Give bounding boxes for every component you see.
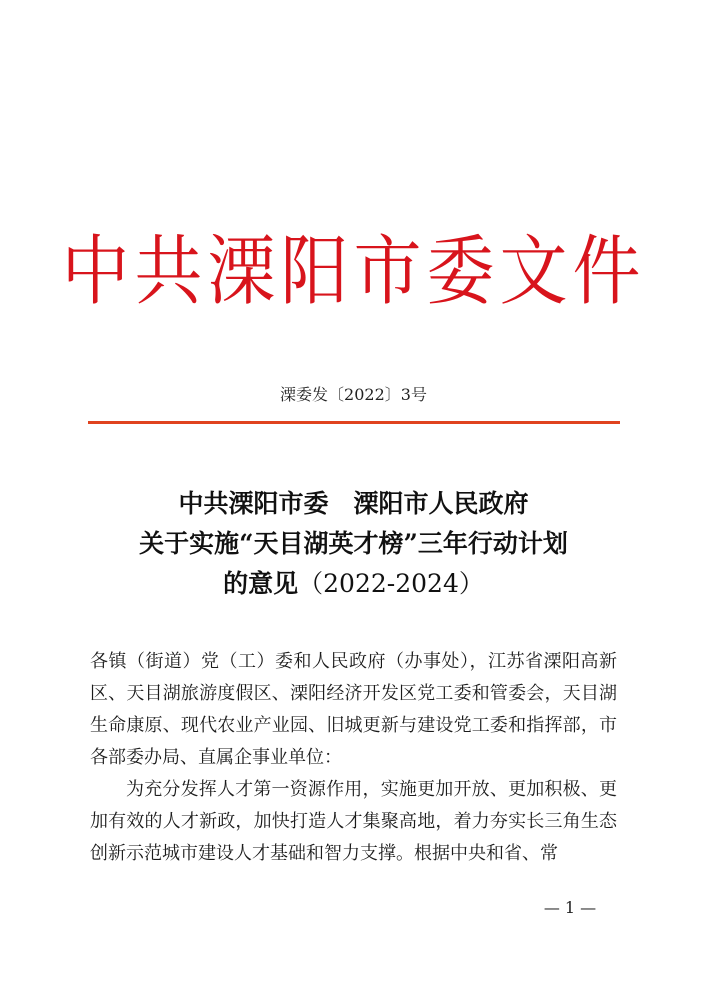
title-line-3: [0, 564, 707, 604]
body-paragraph-1: 为充分发挥人才第一资源作用，实施更加开放、更加积极、更加有效的人才新政，加快打造人才集聚高地，着力夯实长三角生态创新示范城市建设人才基础和智力支撑。根据中央和省、常: [90, 779, 617, 864]
title-line-3-main: 的意见: [223, 569, 299, 598]
salutation-paragraph: 各镇（街道）党（工）委和人民政府（办事处），江苏省溧阳高新区、天目湖旅游度假区、溧阳经济开发区党工委和管委会，天目湖生命康原、现代农业产业园、旧城更新与建设党工委和指挥部，市各部委办局、直属企事业单位：: [90, 651, 617, 768]
document-number: 溧委发〔2022〕3号: [280, 385, 427, 404]
title-line-2: 关于实施“天目湖英才榜”三年行动计划: [139, 529, 568, 558]
red-divider-line: [88, 421, 620, 424]
document-masthead: 中共溧阳市委文件: [61, 228, 646, 317]
document-body: [90, 646, 617, 870]
title-line-1: 中共溧阳市委 溧阳市人民政府: [178, 489, 529, 518]
page-number: — 1 —: [543, 898, 597, 917]
document-title: [0, 484, 707, 604]
title-year-range: （2022-2024）: [298, 569, 484, 598]
